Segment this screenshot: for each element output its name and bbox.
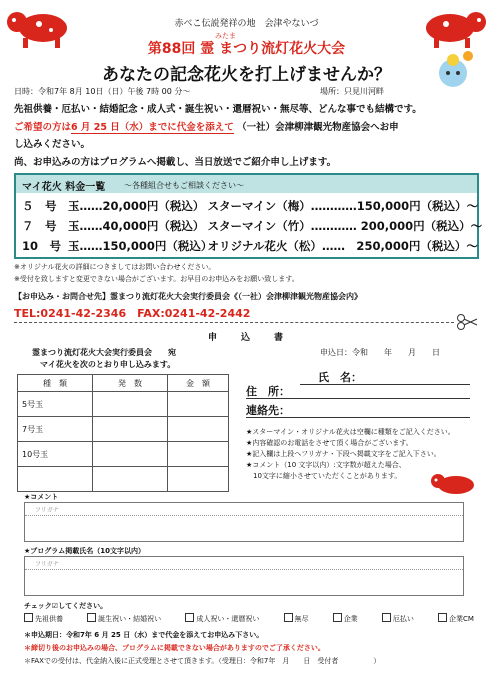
fee-size: ７ 号 [22,219,57,233]
note-change: ※受付を致しますと変更できない場合がございます。お早目のお申込みをお願い致します。 [14,275,299,283]
count-input[interactable] [93,392,168,417]
starmine-name: オリジナル花火（松） [207,239,322,253]
event-venue: 場所：只見川河畔 [320,87,384,96]
side-note: ★内容確認のお電話をさせて頂く場合がございます。 [246,439,413,447]
check-coming-of-age[interactable]: 成人祝い・還暦祝い [185,613,259,624]
address-label: 住 所： [246,385,290,398]
form-title: 申 込 書 [207,333,285,343]
header-type: 種 類 [18,375,93,392]
fee-unit: 玉 [68,239,80,253]
event-datetime: 日時：令和7年 8月 10日（日）午後 7時 00 分～ [14,87,191,96]
table-row [18,442,229,467]
amount-input[interactable] [168,417,229,442]
program-name-box[interactable] [24,556,464,596]
program-label: ★プログラム掲載氏名（10文字以内） [24,547,145,555]
amount-input[interactable] [168,467,229,492]
name-field[interactable] [300,384,470,385]
check-birthday-wedding[interactable]: 誕生祝い・結婚祝い [87,613,161,624]
furigana-divider [25,569,463,570]
type-cell: 7号玉 [18,417,93,442]
intro-line-3: し込みください。 [14,139,91,150]
event-number: 第88回 [147,41,196,57]
comment-label: ★コメント [24,493,59,501]
check-company-cm[interactable]: 企業CM [438,613,474,624]
furigana: みたま [215,32,236,40]
starmine-name: スターマイン（竹） [207,219,311,233]
comment-box[interactable] [24,502,464,542]
check-ancestor[interactable]: 先祖供養 [24,613,63,624]
type-input[interactable] [18,467,93,492]
starmine-price: …………150,000円（税込）～ [310,199,479,213]
fee-price: ……40,000円（税込） [79,219,205,233]
cut-line [14,322,454,323]
check-options [24,613,474,624]
furigana-divider [25,515,463,516]
order-table [17,374,229,492]
type-cell: 5号玉 [18,392,93,417]
name-label: 氏 名： [318,371,362,384]
contact-line: 【お申込み・お問合せ先】霊まつり流灯花火大会実行委員会《（一社）会津柳津観光物産協会内》 [14,292,362,301]
header-count: 発 数 [93,375,168,392]
fee-unit: 玉 [68,199,80,213]
starmine-name: スターマイン（梅） [207,199,311,213]
fee-price: ……20,000円（税込） [79,199,205,213]
intro-line-2-pre: ご希望の方は [14,122,72,133]
note-original: ※オリジナル花火の詳細につきましてはお問い合わせください。 [14,263,216,271]
fee-title: マイ花火 料金一覧 [22,182,106,193]
deadline-text: 6 月 25 日（水）までに代金を添えて [71,122,234,133]
fee-size: ５ 号 [22,199,57,213]
intro-line-2 [14,119,399,133]
check-yakubarai[interactable]: 厄払い [382,613,414,624]
fee-price: ……150,000円（税込） [79,239,213,253]
count-input[interactable] [93,417,168,442]
count-input[interactable] [93,467,168,492]
check-company[interactable]: 企業 [333,613,358,624]
table-row [18,392,229,417]
amount-input[interactable] [168,392,229,417]
headline: あなたの記念花火を打上げませんか？ [102,65,391,85]
table-row [18,417,229,442]
intro-line-4: 尚、お申込みの方はプログラムへ掲載し、当日放送でご紹介申し上げます。 [14,157,337,168]
fee-note: ～各種組合せもご相談ください～ [124,181,244,190]
apply-date: 申込日：令和 年 月 日 [320,348,440,357]
fee-row-5 [22,198,478,214]
phone-field[interactable] [246,417,470,418]
side-note: ★コメント（10 文字以内）:文字数が超えた場合、 [246,461,406,469]
check-mujin[interactable]: 無尽 [284,613,309,624]
event-name: 霊 まつり流灯花火大会 [200,41,346,57]
tagline: 赤べこ伝説発祥の地 会津やないづ [174,19,319,29]
amount-input[interactable] [168,442,229,467]
footer-deadline: ＊申込期日：令和7年 6 月 25 日（水）まで代金を添えてお申込み下さい。 [24,631,264,639]
count-input[interactable] [93,442,168,467]
scissors-icon [456,313,478,331]
check-label: チェック☑してください。 [24,602,108,610]
side-notes [246,427,455,482]
side-note: ★スターマイン・オリジナル花火は空欄に種類をご記入ください。 [246,428,455,436]
address-field[interactable] [246,398,470,399]
intro-line-2-post: （一社）会津柳津観光物産協会へお申 [237,122,399,133]
form-request: マイ花火を次のとおり申し込みます。 [40,360,176,369]
side-note: ★記入欄は上段へフリガナ・下段へ掲載文字をご記入下さい。 [246,450,441,458]
starmine-price: …… 250,000円（税込）～ [321,239,478,253]
footer-fax: ＊FAXでの受付は、代金納入後に正式受理とさせて頂きます。（受理日：令和7年 月 日 受付者 ） [24,657,381,665]
contact-tel-fax: TEL:0241-42-2346 FAX:0241-42-2442 [14,307,251,320]
order-table-header [18,375,229,392]
fee-row-10 [22,238,478,254]
form-addressee: 霊まつり流灯花火大会実行委員会 宛 [32,348,176,357]
phone-label: 連絡先： [246,404,290,417]
furigana-hint: フリガナ [35,507,59,514]
furigana-hint: フリガナ [35,561,59,568]
type-cell: 10号玉 [18,442,93,467]
event-title [0,38,493,58]
header-amount: 金 額 [168,375,229,392]
footer-late-notice: ＊締切り後のお申込みの場合、プログラムに掲載できない場合がありますのでご了承ください。 [24,644,325,652]
fee-unit: 玉 [68,219,80,233]
starmine-price: ………… 200,000円（税込）～ [310,219,483,233]
table-row [18,467,229,492]
fee-table [14,173,483,259]
intro-line-1: 先祖供養・厄払い・結婚記念・成人式・誕生祝い・還暦祝い・無尽等、どんな事でも結構です。 [14,104,422,115]
akabeko-small-icon [428,468,483,498]
side-note: 10文字に縮小させていただくことがあります。 [246,472,402,480]
fee-row-7 [22,218,482,234]
fee-size: 10 号 [22,239,62,253]
